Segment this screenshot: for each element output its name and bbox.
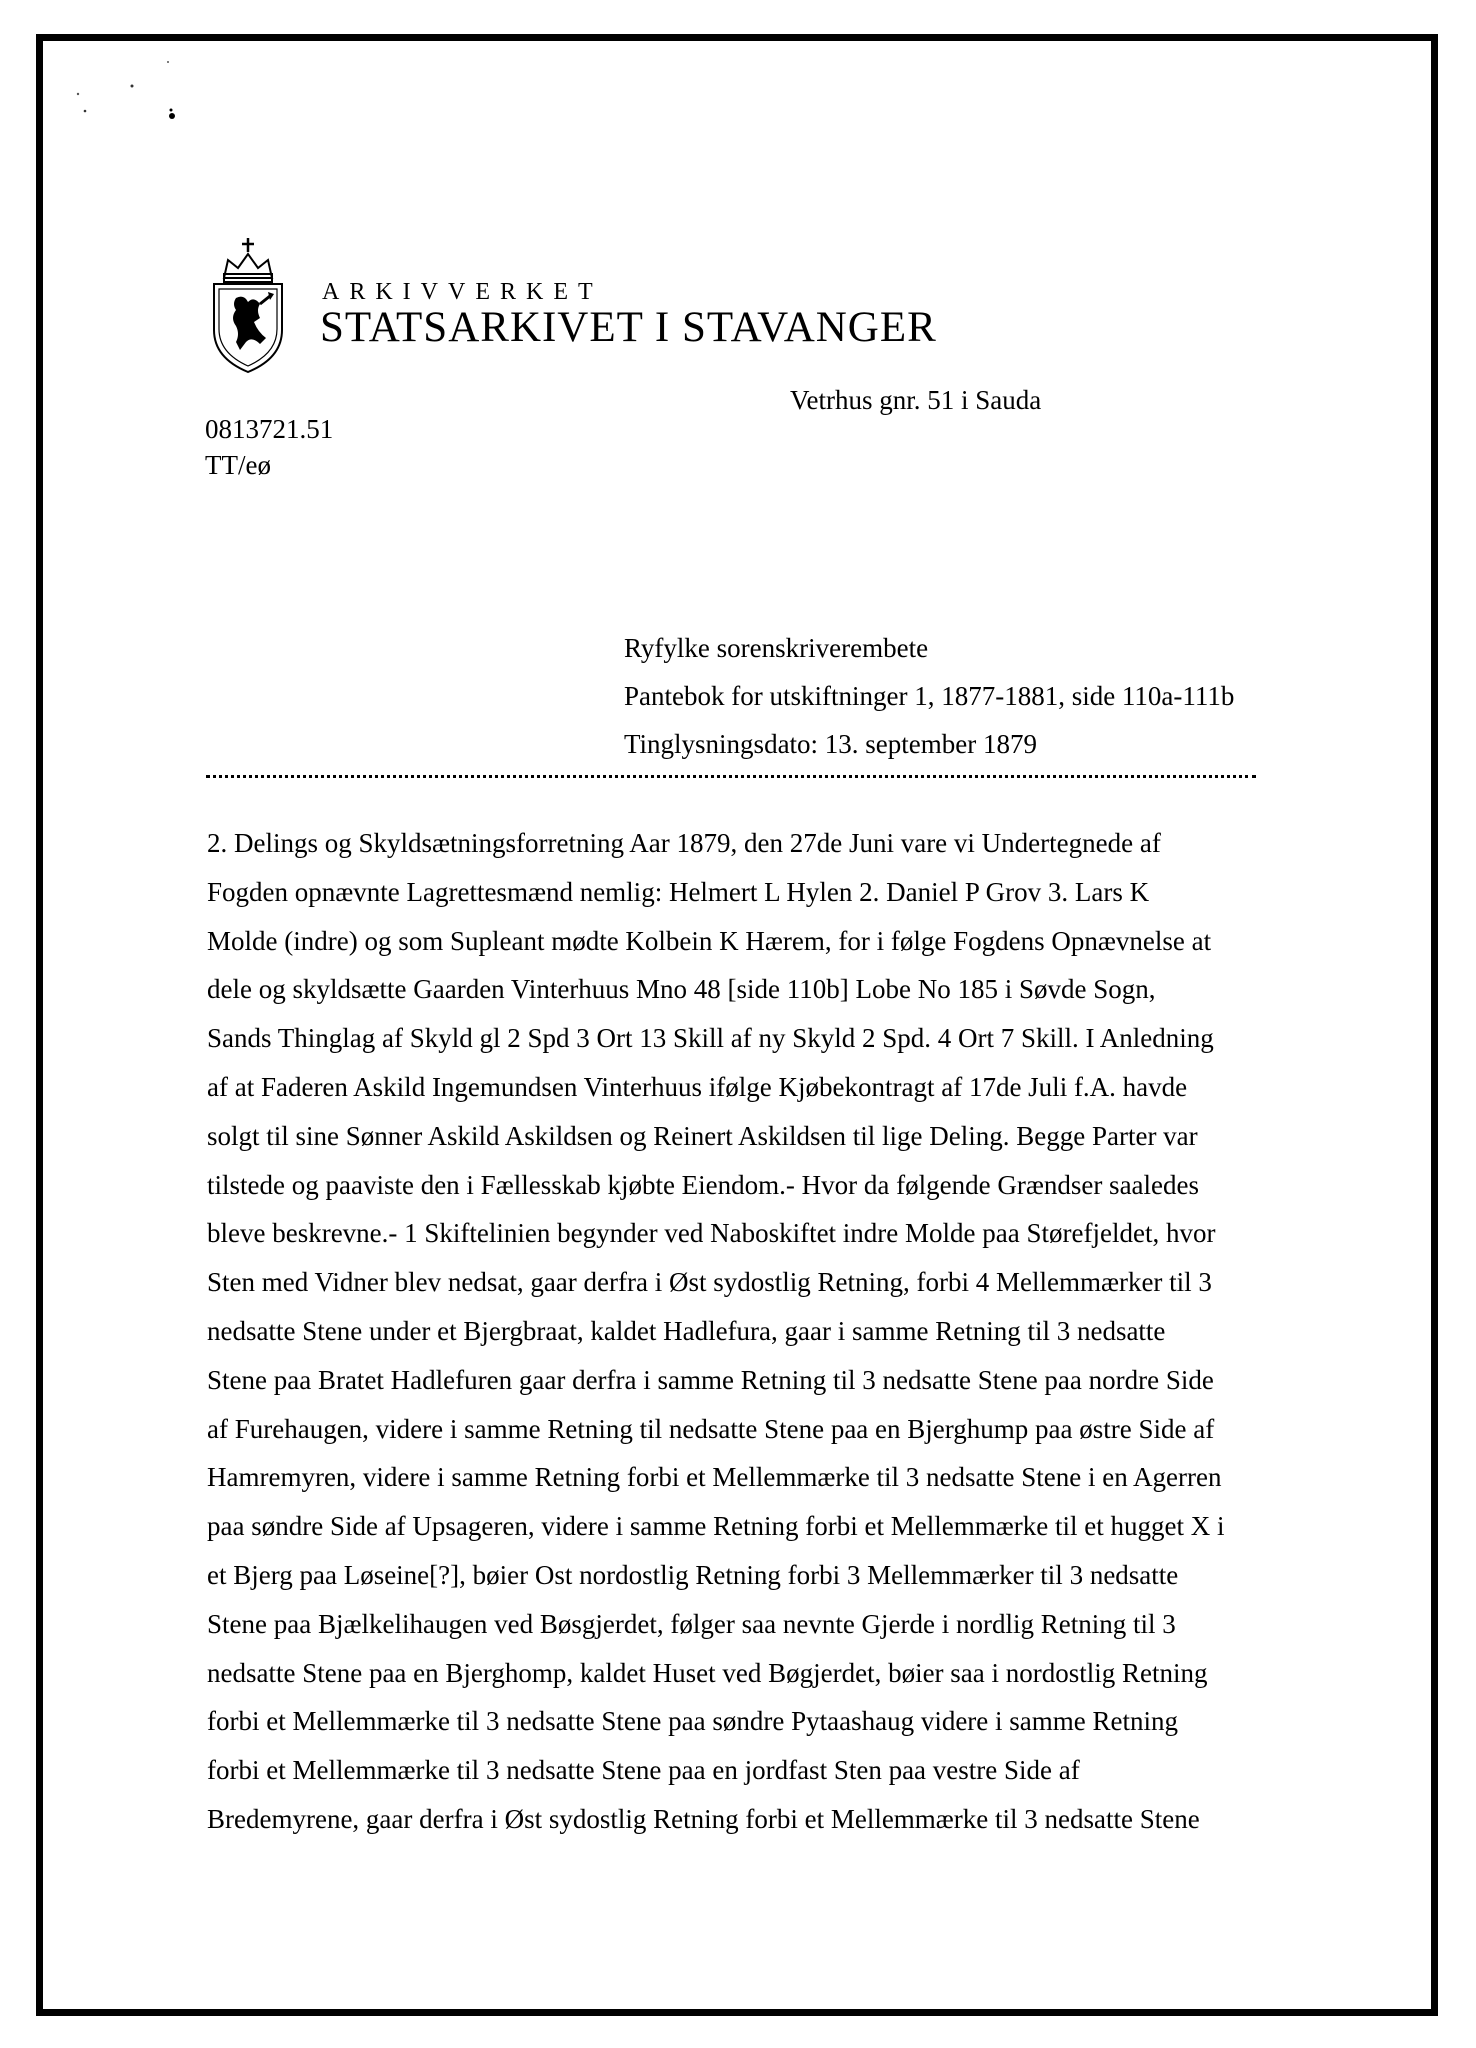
body-line: tilstede og paaviste den i Fællesskab kjøbte Eiendom.- Hvor da følgende Grændser saaledes (207, 1169, 1200, 1200)
body-line: nedsatte Stene under et Bjergbraat, kaldet Hadlefura, gaar i samme Retning til 3 nedsatte (207, 1315, 1166, 1346)
body-line: et Bjerg paa Løseine[?], bøier Ost nordostlig Retning forbi 3 Mellemmærker til 3 nedsatte (207, 1559, 1179, 1590)
body-line: Stene paa Bjælkelihaugen ved Bøsgjerdet, følger saa nevnte Gjerde i nordlig Retning til 3 (207, 1608, 1176, 1639)
body-line: solgt til sine Sønner Askild Askildsen og Reinert Askildsen til lige Deling. Begge Parter var (207, 1120, 1198, 1151)
body-line: Hamremyren, videre i samme Retning forbi et Mellemmærke til 3 nedsatte Stene i en Agerren (207, 1462, 1222, 1493)
body-line: 2. Delings og Skyldsætningsforretning Aar 1879, den 27de Juni vare vi Undertegnede af (207, 828, 1161, 858)
source-book: Pantebok for utskiftninger 1, 1877-1881, side 110a-111b (624, 681, 1235, 711)
body-line: Fogden opnævnte Lagrettesmænd nemlig: Helmert L Hylen 2. Daniel P Grov 3. Lars K (207, 876, 1150, 907)
body-line: dele og skyldsætte Gaarden Vinterhuus Mno 48 [side 110b] Lobe No 185 i Søvde Sogn, (207, 974, 1156, 1005)
body-line: Molde (indre) og som Supleant mødte Kolbein K Hærem, for i følge Fogdens Opnævnelse at (207, 925, 1212, 956)
transcription-body (207, 819, 1224, 1844)
archive-agency-name: ARKIVVERKET (322, 279, 603, 305)
body-line: nedsatte Stene paa en Bjerghomp, kaldet Huset ved Bøgjerdet, bøier saa i nordostlig Retning (207, 1657, 1208, 1688)
body-line: Stene paa Bratet Hadlefuren gaar derfra i samme Retning til 3 nedsatte Stene paa nordre Side (207, 1364, 1214, 1395)
body-line: af Furehaugen, videre i samme Retning til nedsatte Stene paa en Bjerghump paa østre Side af (207, 1413, 1215, 1444)
source-block (624, 624, 1234, 768)
body-line: forbi et Mellemmærke til 3 nedsatte Stene paa søndre Pytaashaug videre i samme Retning (207, 1706, 1178, 1737)
source-office: Ryfylke sorenskriverembete (624, 633, 929, 663)
reference-initials: TT/eø (205, 450, 271, 480)
scan-specks (60, 50, 200, 140)
body-line: forbi et Mellemmærke til 3 nedsatte Stene paa en jordfast Sten paa vestre Side af (207, 1755, 1080, 1786)
body-line: af at Faderen Askild Ingemundsen Vinterhuus ifølge Kjøbekontragt af 17de Juli f.A. havde (207, 1071, 1188, 1102)
body-line: Sten med Vidner blev nedsat, gaar derfra i Øst sydostlig Retning, forbi 4 Mellemmærker til 3 (207, 1267, 1212, 1298)
dotted-separator (206, 775, 1256, 778)
reference-number: 0813721.51 (205, 414, 334, 444)
property-subject: Vetrhus gnr. 51 i Sauda (790, 385, 1042, 415)
body-line: bleve beskrevne.- 1 Skiftelinien begynder ved Naboskiftet indre Molde paa Størefjeldet, hvor (207, 1218, 1216, 1249)
body-line: Bredemyrene, gaar derfra i Øst sydostlig Retning forbi et Mellemmærke til 3 nedsatte Stene (207, 1803, 1200, 1834)
archive-office-name: STATSARKIVET I STAVANGER (320, 304, 937, 351)
body-line: paa søndre Side af Upsageren, videre i samme Retning forbi et Mellemmærke til et hugget X i (207, 1511, 1225, 1542)
body-line: Sands Thinglag af Skyld gl 2 Spd 3 Ort 13 Skill af ny Skyld 2 Spd. 4 Ort 7 Skill. I Anledning (207, 1023, 1214, 1054)
norwegian-coat-of-arms-icon (210, 238, 286, 374)
registration-date: Tinglysningsdato: 13. september 1879 (624, 729, 1038, 759)
